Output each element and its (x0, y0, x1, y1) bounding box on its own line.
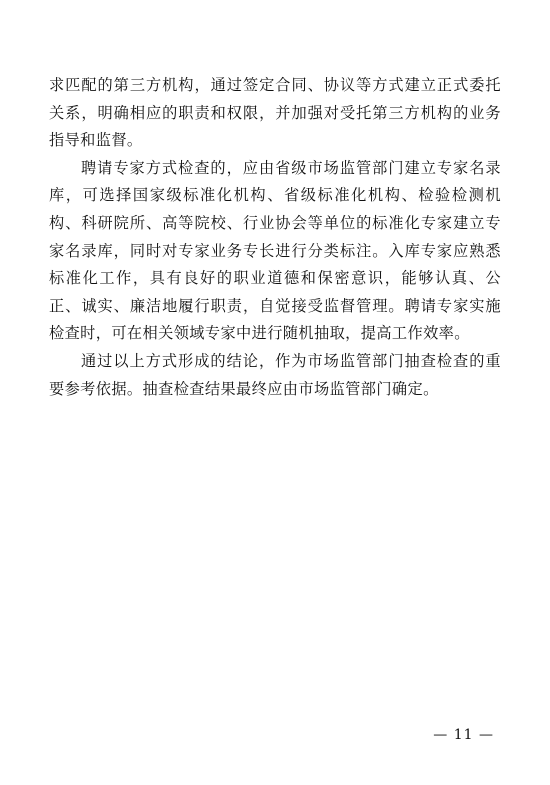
paragraph-continuation: 求匹配的第三方机构，通过签定合同、协议等方式建立正式委托关系，明确相应的职责和权限，并加强对受托第三方机构的业务指导和监督。 (49, 76, 501, 150)
page-number: — 11 — (433, 727, 494, 743)
paragraph-expert-inspection: 聘请专家方式检查的，应由省级市场监管部门建立专家名录库，可选择国家级标准化机构、省级标准化机构、检验检测机构、科研院所、高等院校、行业协会等单位的标准化专家建立专家名录库，同时对专家业务专长进行分类标注。入库专家应熟悉标准化工作，具有良好的职业道德和保密意识，能够认真、公正、诚实、廉洁地履行职责，自觉接受监督管理。聘请专家实施检查时，可在相关领域专家中进行随机抽取，提高工作效率。 (49, 158, 501, 343)
document-body (49, 72, 501, 403)
paragraph-conclusion: 通过以上方式形成的结论，作为市场监管部门抽查检查的重要参考依据。抽查检查结果最终应由市场监管部门确定。 (49, 351, 501, 398)
